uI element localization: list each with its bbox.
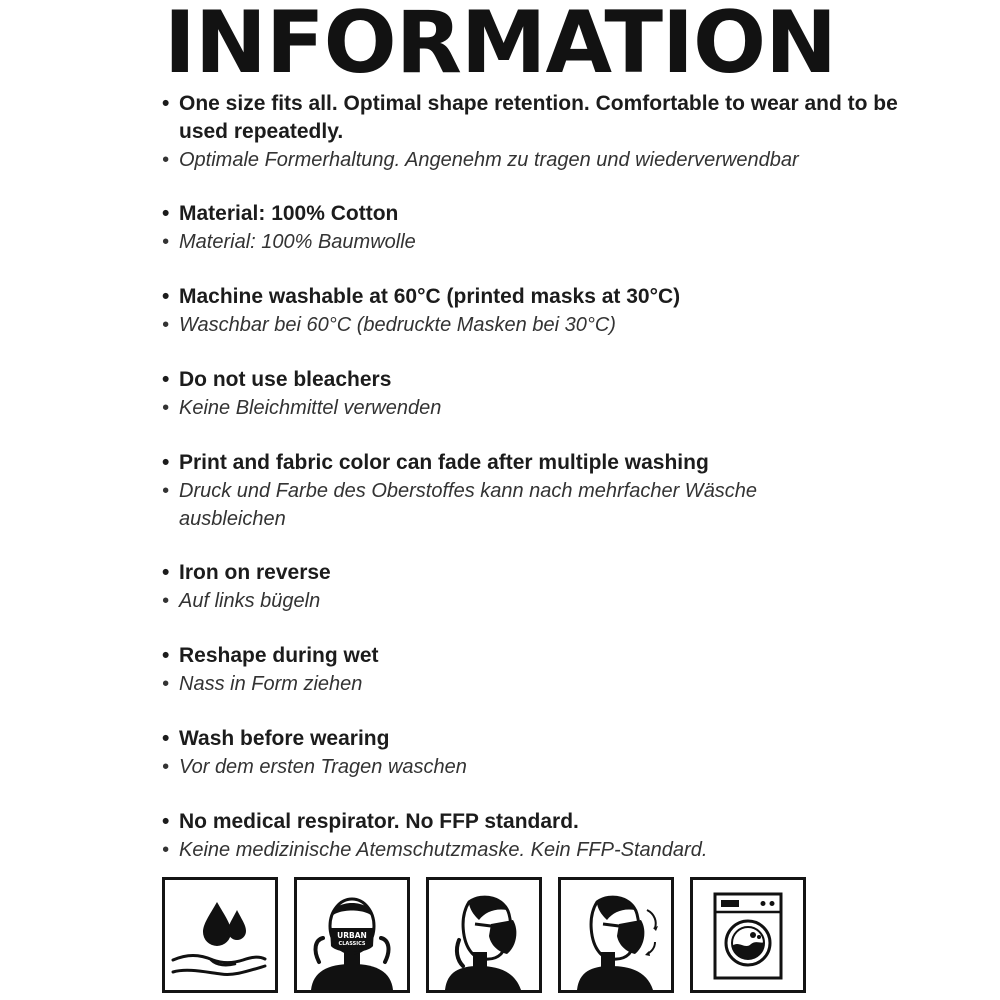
list-item (162, 808, 952, 864)
item-english: • Material: 100% Cotton (162, 202, 399, 225)
item-german: • Waschbar bei 60°C (bedruckte Masken bei 30°C) (162, 314, 616, 336)
item-german: • Material: 100% Baumwolle (162, 231, 416, 253)
hand-washing-drops-icon (162, 877, 278, 993)
item-english: • Print and fabric color can fade after multiple washing (162, 451, 709, 474)
list-item (162, 449, 802, 533)
item-english: • Wash before wearing (162, 727, 390, 750)
item-german: • Auf links bügeln (162, 590, 321, 612)
item-english: • Do not use bleachers (162, 368, 392, 391)
list-item (162, 725, 952, 781)
list-item (162, 283, 952, 339)
mask-brand-text: URBAN (337, 931, 367, 940)
list-item (162, 366, 952, 422)
mask-brand-text: CLASSICS (338, 941, 366, 947)
mask-side-view-icon (426, 877, 542, 993)
person-wearing-mask-icon (294, 877, 410, 993)
item-german: • Vor dem ersten Tragen waschen (162, 756, 467, 778)
item-german: • Druck und Farbe des Oberstoffes kann nach mehrfacher Wäsche ausbleichen (162, 480, 758, 530)
item-german: • Keine Bleichmittel verwenden (162, 397, 442, 419)
page-title: INFORMATION (163, 0, 837, 93)
list-item (162, 200, 952, 256)
list-item (162, 642, 952, 698)
item-english: • Reshape during wet (162, 644, 379, 667)
washing-machine-icon (690, 877, 806, 993)
item-english: • No medical respirator. No FFP standard. (162, 810, 579, 833)
item-german: • Nass in Form ziehen (162, 673, 363, 695)
item-german: • Keine medizinische Atemschutzmaske. Kein FFP-Standard. (162, 839, 708, 861)
item-english: • Machine washable at 60°C (printed masks at 30°C) (162, 285, 681, 308)
mask-adjust-rotate-icon (558, 877, 674, 993)
item-german: • Optimale Formerhaltung. Angenehm zu tragen und wiederverwendbar (162, 149, 799, 171)
list-item (162, 90, 952, 174)
item-english: • One size fits all. Optimal shape retention. Comfortable to wear and to be used repeatedly. (162, 92, 898, 143)
item-english: • Iron on reverse (162, 561, 331, 584)
list-item (162, 559, 952, 615)
care-icons-row (162, 877, 812, 997)
